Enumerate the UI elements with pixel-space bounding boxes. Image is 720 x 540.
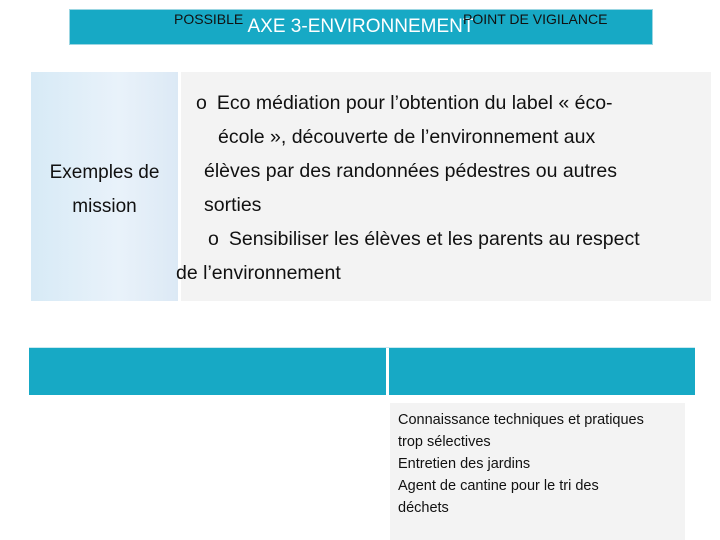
bullet-marker: o: [208, 228, 219, 250]
mission-label: [31, 156, 178, 224]
bullet-2-line-1: o Sensibiliser les élèves et les parents au respect: [208, 228, 640, 250]
vigilance-line: Connaissance techniques et pratiques: [398, 412, 644, 428]
table-header-row: [29, 347, 695, 395]
vigilance-line: Agent de cantine pour le tri des: [398, 478, 599, 494]
vigilance-line: trop sélectives: [398, 434, 491, 450]
mission-label-panel: [31, 72, 178, 301]
vigilance-line: déchets: [398, 500, 449, 516]
mission-label-line-2: mission: [72, 196, 137, 217]
bullet-marker: o: [196, 92, 207, 114]
mission-bullet-list: [172, 86, 700, 290]
vigilance-line: Entretien des jardins: [398, 456, 531, 472]
bullet-1-line-1: o Eco médiation pour l’obtention du label « éco-: [196, 92, 613, 114]
column-separator: [386, 348, 389, 395]
vigilance-text: [398, 409, 683, 519]
bullet-1-line-4: sorties: [204, 194, 262, 216]
section-title: AXE 3-ENVIRONNEMENT: [247, 16, 475, 37]
bullet-1-line-2: école », découverte de l’environnement aux: [218, 126, 596, 148]
bullet-1-line-3: élèves par des randonnées pédestres ou autres: [204, 160, 618, 182]
header-possible: POSSIBLE: [174, 11, 244, 27]
mission-label-line-1: Exemples de: [49, 162, 160, 183]
bullet-2-line-2: de l’environnement: [176, 262, 341, 284]
header-vigilance: POINT DE VIGILANCE: [463, 11, 608, 27]
